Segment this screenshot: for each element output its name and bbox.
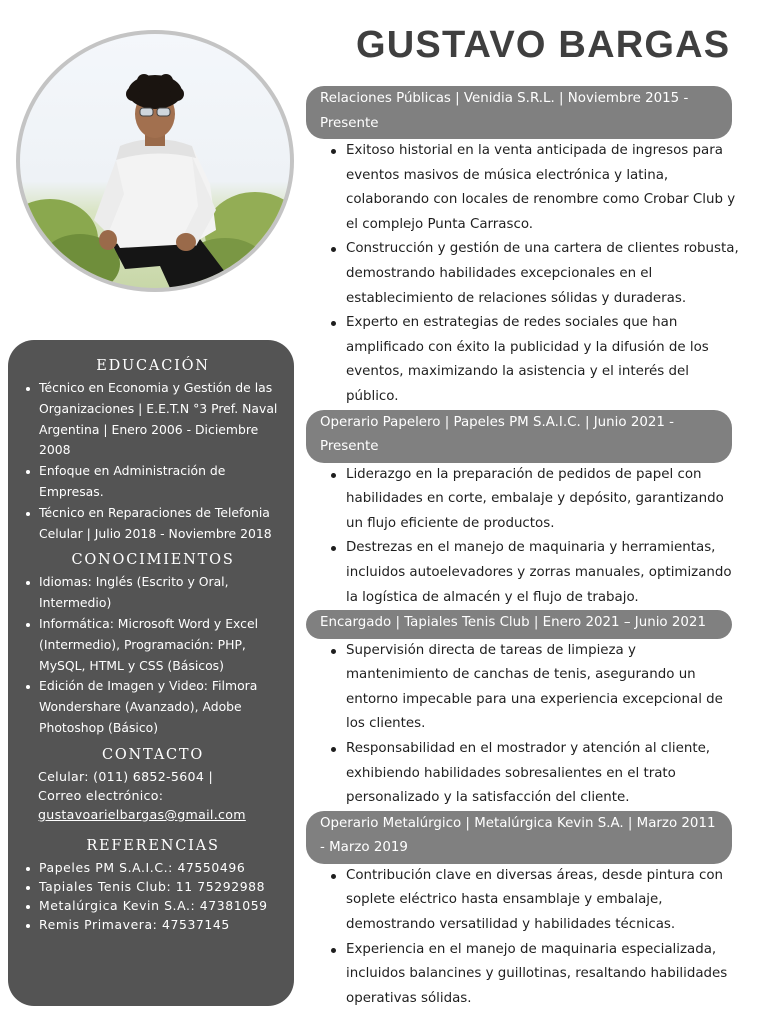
contact-email-label: Correo electrónico: xyxy=(38,787,164,803)
job-entry xyxy=(306,86,746,410)
job-bullet: Experiencia en el manejo de maquinaria especializada, incluidos balancines y guillotinas, resaltando habilidades operativas sólidas. xyxy=(346,938,746,1012)
knowledge-section xyxy=(24,552,282,738)
references-list xyxy=(24,858,282,935)
reference-item: Metalúrgica Kevin S.A.: 47381059 xyxy=(24,896,282,915)
education-item: Técnico en Economia y Gestión de las Organizaciones | E.E.T.N °3 Pref. Naval Argentina | Enero 2006 - Diciembre 2008 xyxy=(24,378,282,461)
references-heading: REFERENCIAS xyxy=(86,837,220,854)
sidebar-panel xyxy=(8,340,294,1006)
job-bullet: Experto en estrategias de redes sociales que han amplificado con éxito la publicidad y la difusión de los eventos, maximizando la asistencia y el interés del público. xyxy=(346,311,746,409)
reference-item: Tapiales Tenis Club: 11 75292988 xyxy=(24,877,282,896)
job-bullets xyxy=(306,463,746,611)
knowledge-item: Informática: Microsoft Word y Excel (Intermedio), Programación: PHP, MySQL, HTML y CSS (Básicos) xyxy=(24,614,282,676)
job-bullet: Exitoso historial en la venta anticipada de ingresos para eventos masivos de música electrónica y latina, colaborando con locales de renombre como Crobar Club y el complejo Punta Carrasco. xyxy=(346,139,746,237)
education-section xyxy=(24,358,282,544)
job-entry xyxy=(306,410,746,611)
job-bullet: Liderazgo en la preparación de pedidos de papel con habilidades en corte, embalaje y depósito, garantizando un flujo eficiente de productos. xyxy=(346,463,746,537)
reference-item: Papeles PM S.A.I.C.: 47550496 xyxy=(24,858,282,877)
job-header: Encargado | Tapiales Tenis Club | Enero 2021 – Junio 2021 xyxy=(306,610,732,639)
education-item: Enfoque en Administración de Empresas. xyxy=(24,461,282,503)
job-bullets xyxy=(306,139,746,410)
job-entry xyxy=(306,811,746,1012)
job-bullets xyxy=(306,864,746,1012)
contact-phone: Celular: (011) 6852-5604 | xyxy=(38,768,213,784)
profile-photo-illustration xyxy=(20,34,290,288)
job-header: Relaciones Públicas | Venidia S.R.L. | Noviembre 2015 - Presente xyxy=(306,86,732,139)
job-header: Operario Metalúrgico | Metalúrgica Kevin S.A. | Marzo 2011 - Marzo 2019 xyxy=(306,811,732,864)
education-list xyxy=(24,378,282,544)
education-heading: EDUCACIÓN xyxy=(96,358,210,374)
knowledge-item: Edición de Imagen y Video: Filmora Wondershare (Avanzado), Adobe Photoshop (Básico) xyxy=(24,676,282,738)
contact-heading: CONTACTO xyxy=(101,746,205,763)
contact-details xyxy=(24,767,282,824)
knowledge-list xyxy=(24,572,282,738)
knowledge-item: Idiomas: Inglés (Escrito y Oral, Intermedio) xyxy=(24,572,282,614)
candidate-name: GUSTAVO BARGAS xyxy=(356,24,731,66)
job-bullets xyxy=(306,639,746,811)
profile-photo xyxy=(16,30,294,292)
job-bullet: Supervisión directa de tareas de limpieza y mantenimiento de canchas de tenis, asegurando un entorno impecable para una experiencia excepcional de los clientes. xyxy=(346,639,746,737)
job-bullet: Construcción y gestión de una cartera de clientes robusta, demostrando habilidades excepcionales en el establecimiento de relaciones sólidas y duraderas. xyxy=(346,237,746,311)
knowledge-heading: CONOCIMIENTOS xyxy=(71,552,235,569)
job-bullet: Destrezas en el manejo de maquinaria y herramientas, incluidos autoelevadores y zorras manuales, optimizando la logística de almacén y el flujo de trabajo. xyxy=(346,536,746,610)
references-section xyxy=(24,838,282,935)
job-bullet: Responsabilidad en el mostrador y atención al cliente, exhibiendo habilidades sobresalientes en el trato personalizado y la satisfacción del cliente. xyxy=(346,737,746,811)
contact-email-link[interactable]: gustavoarielbargas@gmail.com xyxy=(38,806,246,822)
reference-item: Remis Primavera: 47537145 xyxy=(24,915,282,934)
experience-section xyxy=(306,86,746,1011)
education-item: Técnico en Reparaciones de Telefonia Celular | Julio 2018 - Noviembre 2018 xyxy=(24,503,282,545)
job-entry xyxy=(306,610,746,811)
contact-section xyxy=(24,747,282,824)
job-bullet: Contribución clave en diversas áreas, desde pintura con soplete eléctrico hasta ensamblaje y embalaje, demostrando versatilidad y habilidades técnicas. xyxy=(346,864,746,938)
job-header: Operario Papelero | Papeles PM S.A.I.C. | Junio 2021 - Presente xyxy=(306,410,732,463)
